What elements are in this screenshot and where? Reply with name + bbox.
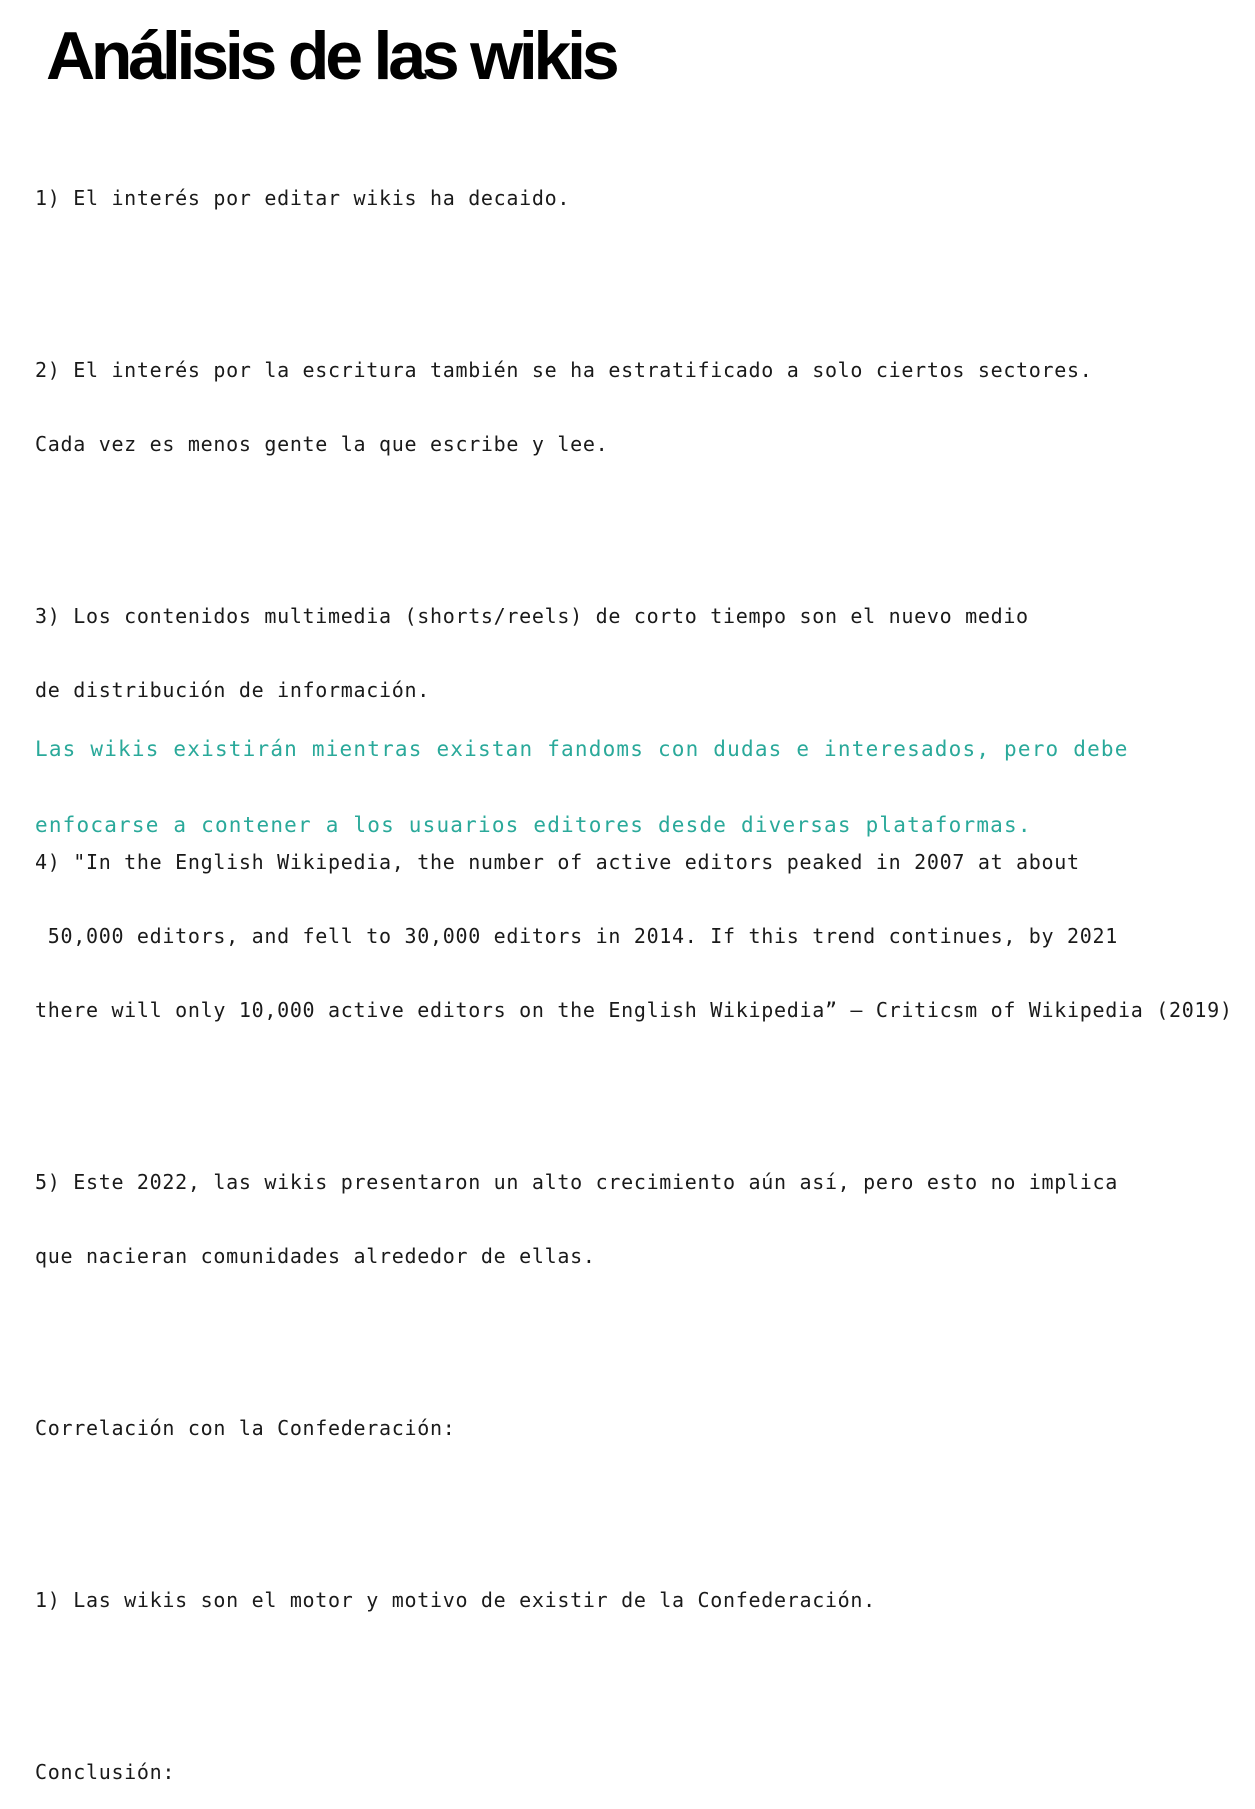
correlation-item-1: 1) Las wikis son el motor y motivo de existir de la Confederación. — [35, 1588, 876, 1612]
point-4-line-3: there will only 10,000 active editors on the English Wikipedia” – Criticsm of Wikipedia (2019) — [35, 998, 1233, 1022]
point-2-line-1: 2) El interés por la escritura también se ha estratificado a solo ciertos sectores. — [35, 358, 1093, 382]
point-4-line-1: 4) "In the English Wikipedia, the number of active editors peaked in 2007 at about — [35, 850, 1080, 874]
point-3-line-2: de distribución de información. — [35, 678, 430, 702]
point-5-line-2: que nacieran comunidades alrededor de ellas. — [35, 1244, 596, 1268]
spacer — [35, 1661, 1250, 1687]
analysis-body — [35, 137, 1250, 1809]
point-3-line-1: 3) Los contenidos multimedia (shorts/reels) de corto tiempo son el nuevo medio — [35, 604, 1029, 628]
conclusion-line-1: Las wikis existirán mientras existan fandoms con dudas e interesados, pero debe — [35, 737, 1129, 761]
spacer — [35, 505, 1250, 531]
conclusion-statement — [35, 687, 1250, 863]
spacer — [35, 259, 1250, 285]
page-title: Análisis de las wikis — [46, 18, 616, 94]
spacer — [35, 1489, 1250, 1515]
conclusion-heading: Conclusión: — [35, 1760, 176, 1784]
spacer — [35, 1071, 1250, 1097]
conclusion-line-2: enfocarse a contener a los usuarios editores desde diversas plataformas. — [35, 813, 1032, 837]
spacer — [35, 1317, 1250, 1343]
point-2-line-2: Cada vez es menos gente la que escribe y lee. — [35, 432, 609, 456]
correlation-heading: Correlación con la Confederación: — [35, 1416, 456, 1440]
point-4-line-2: 50,000 editors, and fell to 30,000 editors in 2014. If this trend continues, by 2021 — [35, 924, 1118, 948]
point-5-line-1: 5) Este 2022, las wikis presentaron un alto crecimiento aún así, pero esto no implica — [35, 1170, 1118, 1194]
point-1-line-1: 1) El interés por editar wikis ha decaido. — [35, 186, 571, 210]
